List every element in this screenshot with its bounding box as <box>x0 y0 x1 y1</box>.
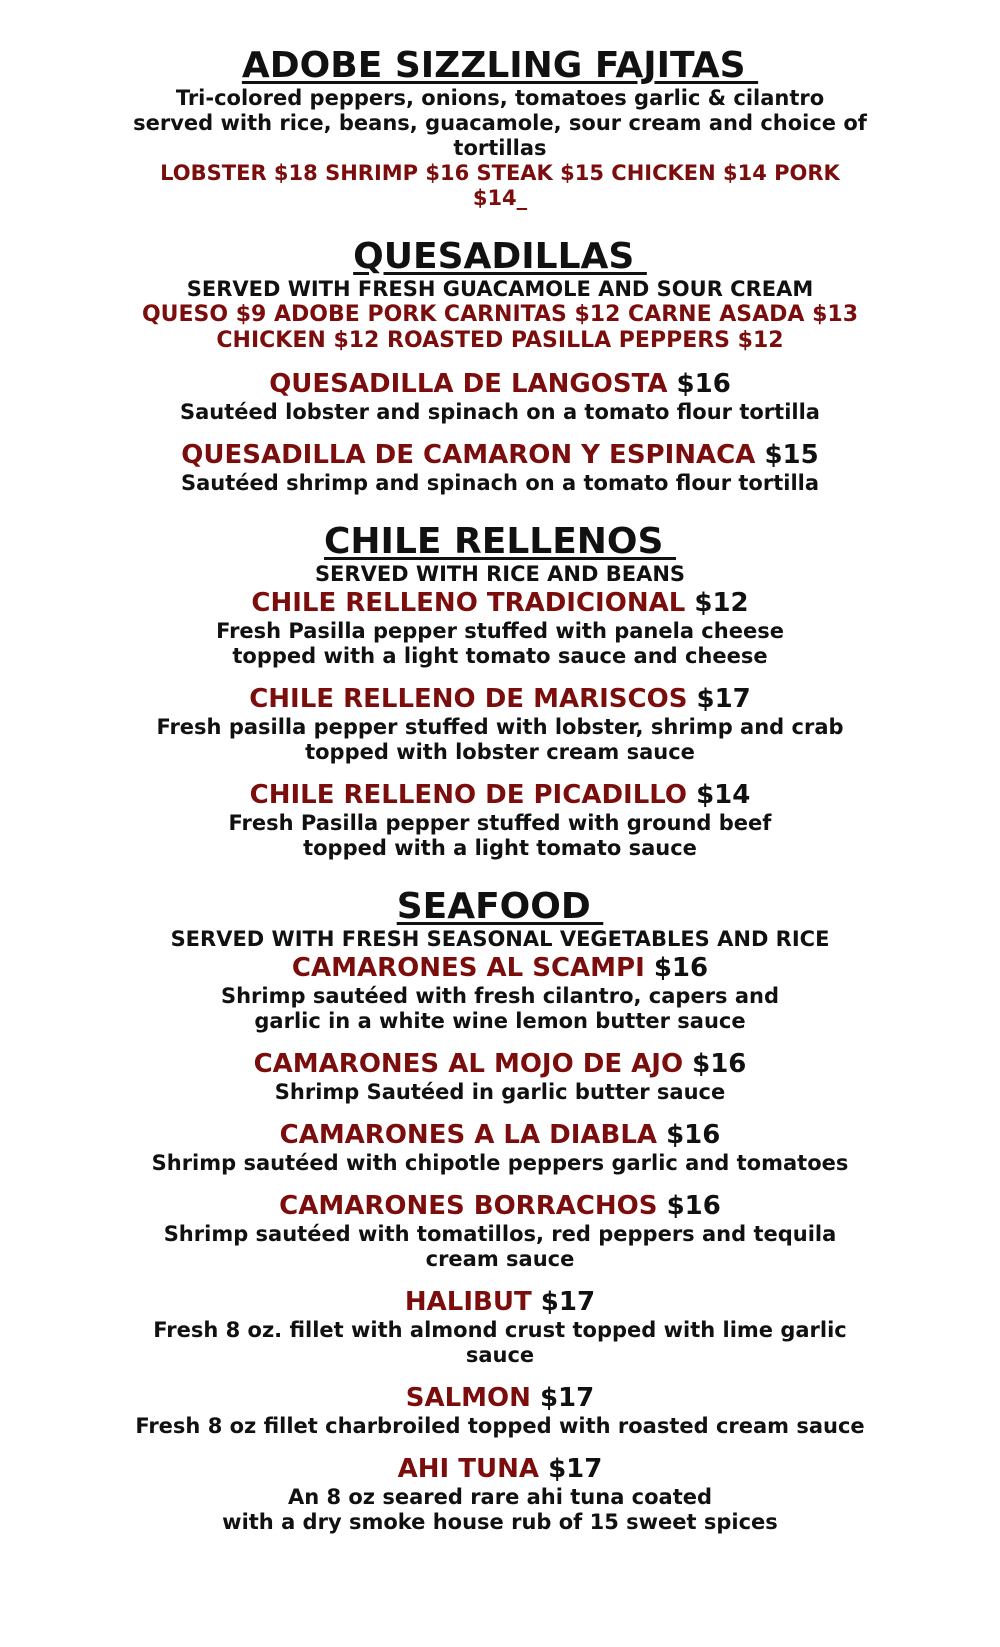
menu-item <box>120 587 880 669</box>
quesadillas-prices: CHICKEN $12 ROASTED PASILLA PEPPERS $12 <box>216 328 784 353</box>
menu-item <box>120 683 880 765</box>
menu-item <box>120 1119 880 1176</box>
section-title-seafood: SEAFOOD <box>396 886 604 927</box>
item-name: CHILE RELLENO TRADICIONAL <box>251 588 686 618</box>
item-description: sauce <box>465 1343 535 1367</box>
item-price: $16 <box>692 1049 747 1079</box>
section-title-quesadillas: QUESADILLAS <box>353 236 647 277</box>
section-chile-rellenos <box>120 522 880 861</box>
item-name: CAMARONES AL MOJO DE AJO <box>253 1049 684 1079</box>
item-name: CAMARONES BORRACHOS <box>279 1191 658 1221</box>
menu-item <box>120 1286 880 1368</box>
section-fajitas <box>120 46 880 211</box>
item-name: AHI TUNA <box>397 1454 539 1484</box>
item-description: garlic in a white wine lemon butter sauce <box>254 1009 746 1033</box>
section-seafood <box>120 887 880 1535</box>
menu-item <box>120 1382 880 1439</box>
item-price: $17 <box>539 1383 595 1413</box>
menu-item <box>120 1453 880 1535</box>
item-description: Shrimp sautéed with fresh cilantro, capers and <box>220 984 780 1008</box>
section-note: SERVED WITH RICE AND BEANS <box>314 562 686 586</box>
item-description: Shrimp sautéed with tomatillos, red peppers and tequila <box>163 1222 837 1246</box>
item-description: Sautéed shrimp and spinach on a tomato flour tortilla <box>180 471 820 495</box>
menu-item <box>120 1190 880 1272</box>
menu-item <box>120 368 880 425</box>
item-price: $16 <box>666 1120 721 1150</box>
section-title-chile-rellenos: CHILE RELLENOS <box>324 521 676 562</box>
item-description: Fresh 8 oz fillet charbroiled topped with roasted cream sauce <box>135 1414 865 1438</box>
item-price: $12 <box>694 588 749 618</box>
item-description: Fresh pasilla pepper stuffed with lobster, shrimp and crab <box>156 715 844 739</box>
menu-item <box>120 1048 880 1105</box>
item-description: Fresh 8 oz. fillet with almond crust topped with lime garlic <box>153 1318 847 1342</box>
item-price: $17 <box>548 1454 603 1484</box>
item-description: An 8 oz seared rare ahi tuna coated <box>287 1485 713 1509</box>
item-name: QUESADILLA DE CAMARON Y ESPINACA <box>181 440 756 470</box>
item-name: QUESADILLA DE LANGOSTA <box>269 369 668 399</box>
item-description: topped with lobster cream sauce <box>305 740 695 764</box>
item-description: Fresh Pasilla pepper stuffed with panela cheese <box>216 619 784 643</box>
item-price: $17 <box>696 684 751 714</box>
item-description: Sautéed lobster and spinach on a tomato flour tortilla <box>180 400 820 424</box>
menu-item <box>120 439 880 496</box>
menu-item <box>120 952 880 1034</box>
quesadillas-prices: QUESO $9 ADOBE PORK CARNITAS $12 CARNE ASADA $13 <box>141 302 859 327</box>
item-price: $14 <box>696 780 751 810</box>
fajitas-description: Tri-colored peppers, onions, tomatoes garlic & cilantro <box>175 86 825 110</box>
item-price: $17 <box>540 1287 596 1317</box>
section-note: SERVED WITH FRESH GUACAMOLE AND SOUR CREAM <box>186 277 814 301</box>
item-description: cream sauce <box>425 1247 575 1271</box>
item-price: $16 <box>676 369 731 399</box>
fajitas-prices: LOBSTER $18 SHRIMP $16 STEAK $15 CHICKEN $14 PORK <box>160 161 840 185</box>
item-name: CAMARONES AL SCAMPI <box>291 953 645 983</box>
fajitas-description: served with rice, beans, guacamole, sour cream and choice of <box>133 111 867 135</box>
item-price: $16 <box>666 1191 721 1221</box>
item-description: with a dry smoke house rub of 15 sweet spices <box>222 1510 778 1534</box>
section-title-fajitas: ADOBE SIZZLING FAJITAS <box>241 45 759 86</box>
item-name: CHILE RELLENO DE MARISCOS <box>249 684 688 714</box>
item-name: CAMARONES A LA DIABLA <box>279 1120 658 1150</box>
section-note: SERVED WITH FRESH SEASONAL VEGETABLES AND RICE <box>170 927 830 951</box>
item-description: Shrimp sautéed with chipotle peppers garlic and tomatoes <box>151 1151 849 1175</box>
item-name: HALIBUT <box>404 1287 532 1317</box>
menu-item <box>120 779 880 861</box>
item-price: $15 <box>764 440 819 470</box>
item-name: CHILE RELLENO DE PICADILLO <box>249 780 688 810</box>
item-description: topped with a light tomato sauce <box>303 836 697 860</box>
item-description: Shrimp Sautéed in garlic butter sauce <box>274 1080 726 1104</box>
section-quesadillas <box>120 237 880 496</box>
item-price: $16 <box>653 953 709 983</box>
menu-page <box>120 0 880 1535</box>
item-description: topped with a light tomato sauce and cheese <box>232 644 768 668</box>
fajitas-description: tortillas <box>453 136 547 160</box>
item-name: SALMON <box>405 1383 531 1413</box>
item-description: Fresh Pasilla pepper stuffed with ground beef <box>228 811 772 835</box>
fajitas-prices: $14_ <box>472 186 528 210</box>
